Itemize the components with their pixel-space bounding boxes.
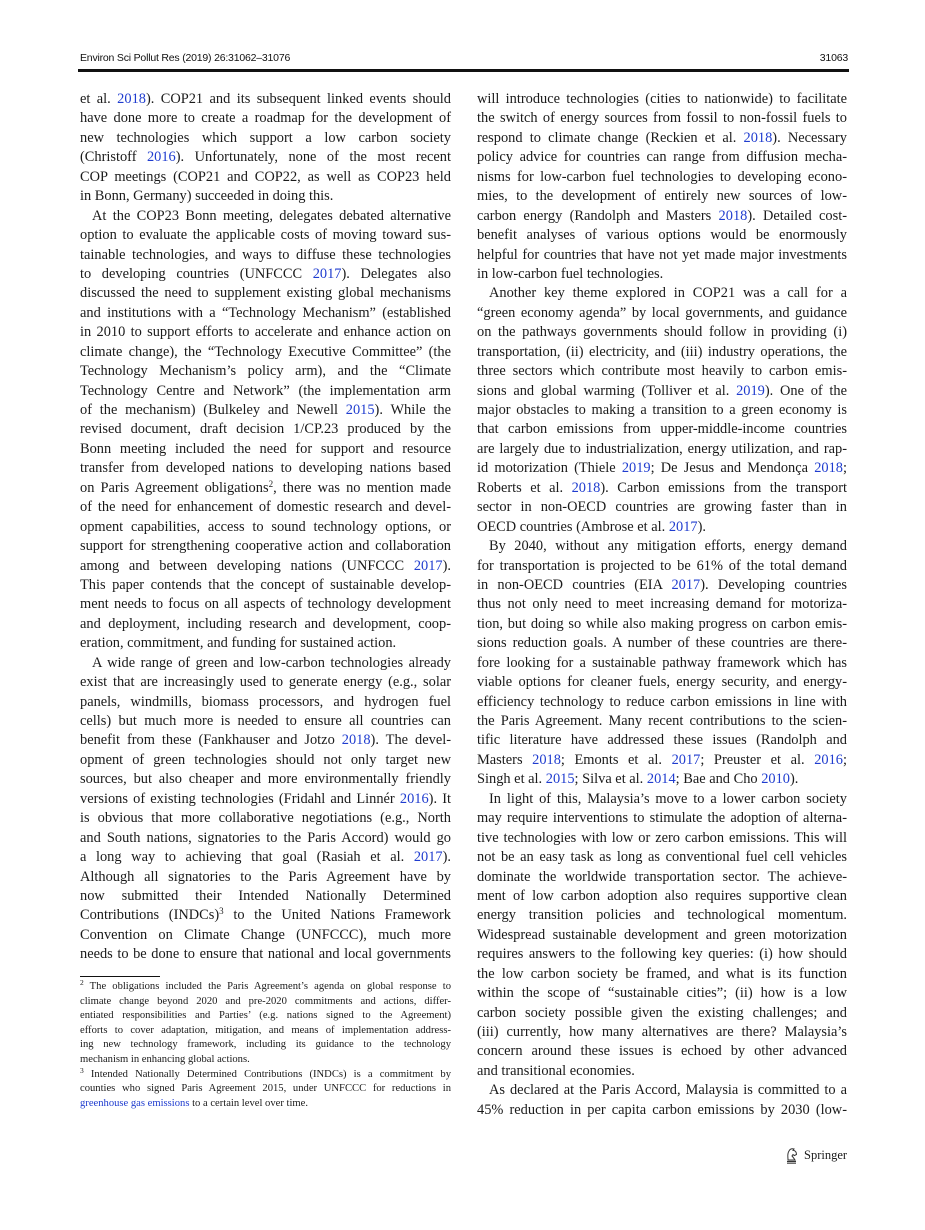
citation-link[interactable]: 2017 (312, 265, 342, 282)
text-line (80, 557, 451, 576)
text-segment: versions of existing technologies (Fridahl and Linnér (80, 790, 400, 807)
text-segment: requires answers to the following key queries: (i) how should (477, 946, 847, 963)
left-column (80, 90, 451, 965)
text-line (477, 868, 847, 887)
citation-link[interactable]: 2017 (671, 576, 701, 593)
text-line (80, 980, 451, 995)
text-line (477, 1023, 847, 1042)
text-line (477, 537, 847, 556)
header-rule (78, 69, 849, 72)
text-segment: in Bonn, Germany) succeeded in doing this. (80, 188, 334, 205)
text-segment: and transitional economies. (477, 1062, 635, 1079)
text-segment: to the United Nations Framework (223, 907, 451, 924)
text-segment: a long way to achieving that goal (Rasiah et al. (80, 849, 414, 866)
text-line (80, 926, 451, 945)
citation-link[interactable]: 2019 (736, 382, 765, 399)
text-line (80, 1024, 451, 1039)
text-line (80, 673, 451, 692)
springer-knight-icon (784, 1147, 800, 1164)
text-segment: carbon society possible given the existing challenges; and (477, 1004, 847, 1021)
text-line (80, 770, 451, 789)
text-line (80, 576, 451, 595)
citation-link[interactable]: 2015 (345, 402, 375, 418)
text-segment: tive technologies with low or zero carbon emissions. This will (477, 829, 847, 846)
text-line (477, 1081, 847, 1100)
citation-link[interactable]: 2016 (399, 790, 429, 807)
text-segment: may require interventions to stimulate the adoption of alterna- (477, 810, 847, 827)
text-line (477, 673, 847, 692)
text-segment: new technologies which support a low carbon society (80, 129, 451, 146)
text-line (80, 1053, 451, 1068)
text-segment: ). Developing countries (700, 576, 848, 593)
text-segment: As declared at the Paris Accord, Malaysia is committed to a (489, 1082, 847, 1099)
text-line (477, 479, 847, 498)
text-line (80, 1082, 451, 1097)
text-segment: 45% reduction in per capita carbon emissions by 2030 (low- (477, 1101, 847, 1118)
text-line (477, 965, 847, 984)
text-segment: Bonn meeting included the need for support and resource (80, 440, 451, 457)
text-line (477, 615, 847, 634)
text-line (80, 848, 451, 867)
text-line (477, 265, 847, 284)
text-segment: sources, but also cheaper and more environmentally friendly (80, 771, 451, 788)
citation-link[interactable]: 2018 (571, 479, 601, 496)
text-segment: is obvious that more collaborative negotiations (e.g., North (80, 810, 451, 827)
text-segment: ). (442, 557, 451, 574)
text-segment: mies, to the development of entirely new sources of low- (477, 188, 847, 205)
text-line (477, 984, 847, 1003)
text-segment: ; De Jesus and Mendonça (650, 460, 815, 477)
text-line (477, 382, 847, 401)
text-line (477, 109, 847, 128)
text-segment: ). COP21 and its subsequent linked events should (145, 91, 451, 107)
text-segment: cells) but much more is needed to ensure all countries can (80, 713, 451, 729)
footnote-separator (80, 976, 160, 977)
text-segment: carbon energy (Randolph and Masters (477, 207, 719, 224)
text-line (80, 343, 451, 362)
text-line (80, 109, 451, 128)
text-segment: ). Detailed cost- (747, 207, 847, 224)
text-segment: entiated responsibilities and Parties’ (e.g. nations signed to the Agreement) (80, 1010, 451, 1022)
right-column (477, 90, 847, 1120)
text-line (477, 576, 847, 595)
text-line (477, 323, 847, 342)
text-segment: transportation, (ii) electricity, and (iii) industry operations, the (477, 343, 847, 360)
text-segment: needs to be done to ensure that national and local governments (80, 946, 451, 963)
text-segment: the switch of energy sources from fossil to non-fossil fuels to (477, 110, 847, 127)
text-segment: ; Emonts et al. (560, 751, 672, 768)
text-line (80, 265, 451, 284)
text-line (477, 129, 847, 148)
text-line (477, 1062, 847, 1081)
text-segment: Although all signatories to the Paris Agreement have by (80, 868, 451, 885)
text-line (80, 595, 451, 614)
text-line (477, 595, 847, 614)
text-segment: Masters (477, 751, 533, 768)
text-segment: and institutions with a “Technology Mechanism” (established (80, 304, 451, 321)
text-segment: By 2040, without any mitigation efforts, energy demand (489, 538, 847, 555)
text-line (477, 557, 847, 576)
text-segment: for transportation is projected to be 61% of the total demand (477, 557, 847, 574)
text-segment: et al. (80, 91, 118, 107)
text-line (477, 284, 847, 303)
text-line (80, 868, 451, 887)
text-line (477, 790, 847, 809)
text-segment: tion, but doing so while also making progress on carbon emis- (477, 615, 847, 632)
text-segment: Roberts et al. (477, 479, 572, 496)
text-line (477, 770, 847, 789)
text-segment: ). (789, 771, 799, 788)
text-segment: A wide range of green and low-carbon technologies already (92, 654, 451, 671)
text-line (477, 518, 847, 537)
text-line (477, 187, 847, 206)
citation-link[interactable]: 2016 (146, 149, 176, 166)
text-line (80, 401, 451, 420)
text-segment: eration, commitment, and funding for sustained action. (80, 635, 397, 652)
text-line (80, 809, 451, 828)
citation-link[interactable]: 2019 (621, 460, 651, 477)
text-line (80, 459, 451, 478)
text-segment: in non-OECD countries (EIA (477, 576, 672, 593)
text-segment: transfer from developed nations to developing nations based (80, 460, 451, 477)
text-line (80, 284, 451, 303)
text-segment: OECD countries (Ambrose et al. (477, 518, 669, 535)
text-line (80, 518, 451, 537)
text-line (477, 848, 847, 867)
text-line (477, 498, 847, 517)
text-segment: now submitted their Intended Nationally Determined (80, 887, 451, 904)
text-segment: Widespread sustainable development and green motorization (477, 926, 847, 943)
text-line (80, 1097, 451, 1112)
text-segment: major obstacles to making a transition to a green economy is (477, 402, 847, 418)
text-segment: ). Necessary (772, 129, 847, 146)
text-segment: Contributions (INDCs) (80, 907, 220, 924)
text-segment: are largely due to industrialization, energy utilization, and rap- (477, 440, 847, 457)
text-segment: In light of this, Malaysia’s move to a lower carbon society (489, 790, 847, 807)
citation-link[interactable]: 2010 (761, 771, 790, 788)
text-segment: ; (843, 460, 847, 477)
text-segment: ; Preuster et al. (700, 751, 815, 768)
text-line (477, 712, 847, 731)
text-segment: climate change), the “Technology Executive Committee” (the (80, 343, 451, 360)
text-segment: The obligations included the Paris Agreement’s agenda on global response to (83, 981, 451, 992)
text-segment: benefit from these (Fankhauser and Jotzo (80, 732, 342, 749)
text-line (80, 906, 451, 925)
citation-link[interactable]: 2017 (413, 849, 443, 866)
text-segment: respond to climate change (Reckien et al. (477, 129, 744, 146)
citation-link[interactable]: 2016 (814, 751, 843, 768)
text-line (80, 537, 451, 556)
text-segment: the low carbon society be framed, and what is its function (477, 965, 847, 982)
text-segment: ). (442, 849, 451, 866)
text-segment: Convention on Climate Change (UNFCCC), much more (80, 926, 451, 943)
text-line (477, 1101, 847, 1120)
text-line (80, 634, 451, 653)
text-segment: counties who signed Paris Agreement 2015, under UNFCCC for reductions in (80, 1083, 451, 1095)
text-line (477, 634, 847, 653)
text-segment: fore looking for a sustainable pathway framework which has (477, 654, 847, 671)
running-header (80, 50, 848, 66)
text-segment: At the COP23 Bonn meeting, delegates debated alternative (92, 207, 451, 224)
text-line (80, 440, 451, 459)
citation-link[interactable]: 2017 (413, 557, 443, 574)
text-segment: will introduce technologies (cities to nationwide) to facilitate (477, 91, 847, 107)
text-line (80, 751, 451, 770)
text-segment: sions reduction goals. A number of these countries are there- (477, 635, 847, 652)
text-line (477, 148, 847, 167)
text-segment: on Paris Agreement obligations (80, 479, 269, 496)
footnote-marker[interactable]: 2 (268, 478, 274, 489)
text-line (80, 226, 451, 245)
text-segment: of the mechanism) (Bulkeley and Newell (80, 402, 346, 418)
citation-link[interactable]: 2018 (718, 207, 748, 224)
text-line (477, 246, 847, 265)
footnotes (80, 980, 451, 1111)
text-segment: viable options for cleaner fuels, energy security, and energy- (477, 674, 847, 691)
citation-link[interactable]: 2017 (671, 751, 701, 768)
text-line (80, 129, 451, 148)
text-segment: the Paris Agreement. Many recent contributions to the scien- (477, 713, 847, 729)
text-line (80, 829, 451, 848)
text-segment: ). Delegates also (341, 265, 452, 282)
text-segment: to developing countries (UNFCCC (80, 265, 313, 282)
text-line (80, 382, 451, 401)
text-segment: ). Unfortunately, none of the most recent (175, 149, 451, 166)
text-line (80, 731, 451, 750)
text-line (80, 654, 451, 673)
text-line (80, 945, 451, 964)
text-line (477, 1042, 847, 1061)
text-line (80, 1009, 451, 1024)
text-segment: ). While the (374, 402, 451, 418)
text-segment: nisms for low-carbon fuel technologies to developing econo- (477, 168, 847, 185)
citation-link[interactable]: 2014 (646, 771, 676, 788)
text-segment: Singh et al. (477, 771, 546, 788)
text-line (477, 1004, 847, 1023)
text-segment: , there was no mention made (273, 479, 451, 496)
text-line (477, 207, 847, 226)
text-segment: ). (697, 518, 707, 535)
hyperlink[interactable]: greenhouse gas emissions (80, 1097, 190, 1109)
text-segment: ). The devel- (370, 732, 451, 749)
text-line (477, 168, 847, 187)
text-line (80, 790, 451, 809)
text-segment: helpful for countries that have not yet made major investments (477, 246, 847, 263)
text-line (477, 751, 847, 770)
citation-link[interactable]: 2018 (532, 751, 561, 768)
footnote-marker[interactable]: 3 (80, 1065, 84, 1075)
text-segment: ). One of the (764, 382, 847, 399)
text-line (80, 420, 451, 439)
text-segment: and South nations, signatories to the Paris Accord) would go (80, 829, 451, 846)
text-line (477, 343, 847, 362)
text-segment: have done more to create a roadmap for the development of (80, 110, 451, 127)
text-segment: opment capabilities, access to sound technology options, or (80, 518, 451, 535)
text-segment: support for strengthening cooperative action and collaboration (80, 538, 451, 555)
text-segment: exist that are increasingly used to generate energy (e.g., solar (80, 674, 451, 691)
text-segment: (Christoff (80, 149, 147, 166)
text-line (477, 926, 847, 945)
text-line (477, 829, 847, 848)
text-line (80, 1038, 451, 1053)
text-line (80, 498, 451, 517)
text-line (80, 207, 451, 226)
citation-link[interactable]: 2017 (668, 518, 698, 535)
text-line (477, 887, 847, 906)
text-line (80, 693, 451, 712)
text-line (80, 148, 451, 167)
citation-link[interactable]: 2018 (117, 91, 146, 107)
journal-citation: Environ Sci Pollut Res (2019) 26:31062–31076 (80, 52, 291, 64)
citation-link[interactable]: 2018 (743, 129, 773, 146)
text-line (477, 401, 847, 420)
text-segment: among and between developing nations (UNFCCC (80, 557, 414, 574)
text-segment: concern around these issues is echoed by other advanced (477, 1043, 847, 1060)
publisher-footer (784, 1146, 847, 1164)
text-segment: sector in non-OECD countries are growing faster than in (477, 499, 847, 516)
text-segment: ment of low carbon adoption also requires supportive clean (477, 887, 847, 904)
text-line (477, 731, 847, 750)
text-segment: in low-carbon fuel technologies. (477, 265, 664, 282)
text-segment: discussed the need to supplement existing global mechanisms (80, 285, 451, 302)
text-segment: efficiency technology to reduce carbon emissions in line with (477, 693, 847, 710)
text-line (80, 362, 451, 381)
text-line (477, 90, 847, 109)
text-line (80, 187, 451, 206)
text-line (80, 246, 451, 265)
publisher-name: Springer (804, 1147, 848, 1162)
text-segment: COP meetings (COP21 and COP22, as well as COP23 held (80, 168, 451, 185)
text-line (80, 615, 451, 634)
text-segment: thus not only need to meet increasing demand for motoriza- (477, 596, 847, 613)
text-segment: within the scope of “sustainable cities”; (ii) how is a low (477, 985, 847, 1002)
text-line (477, 362, 847, 381)
text-line (477, 420, 847, 439)
text-line (80, 1065, 451, 1083)
text-line (477, 945, 847, 964)
text-segment: opment of green technologies should not only target new (80, 751, 451, 768)
citation-link[interactable]: 2015 (545, 771, 575, 788)
text-segment: sions and global warming (Tolliver et al. (477, 382, 737, 399)
text-segment: ment needs to focus on all aspects of technology development (80, 596, 451, 613)
text-segment: Technology Centre and Network” (the implementation arm (80, 382, 451, 399)
text-line (80, 304, 451, 323)
text-line (477, 226, 847, 245)
text-segment: ; (842, 751, 847, 768)
text-segment: efforts to cover adaptation, mitigation, and means of implementation address- (80, 1024, 451, 1036)
text-line (477, 906, 847, 925)
text-line (80, 90, 451, 109)
text-segment: not be an easy task as long as conventional fuel cell vehicles (477, 849, 847, 866)
text-segment: Another key theme explored in COP21 was a call for a (489, 285, 847, 302)
text-line (80, 479, 451, 498)
text-line (80, 168, 451, 187)
text-line (477, 693, 847, 712)
citation-link[interactable]: 2018 (814, 460, 843, 477)
text-segment: id motorization (Thiele (477, 460, 622, 477)
text-segment: of the need for enhancement of domestic research and devel- (80, 499, 451, 516)
text-segment: tainable technologies, and ways to diffuse these technologies (80, 246, 451, 263)
text-segment: three sectors which contribute most heavily to carbon emis- (477, 363, 847, 380)
text-line (477, 654, 847, 673)
text-segment: Technology Mechanism’s policy arm), and the “Climate (80, 363, 451, 380)
text-line (80, 712, 451, 731)
text-segment: ; Bae and Cho (675, 771, 762, 788)
text-segment: ; Silva et al. (574, 771, 647, 788)
text-segment: mechanism in enhancing global actions. (80, 1053, 250, 1065)
text-segment: policy advice for countries can range from diffusion mecha- (477, 149, 847, 166)
text-segment: that carbon emissions from upper-middle-income countries (477, 421, 847, 438)
text-segment: This paper contends that the concept of sustainable develop- (80, 576, 451, 593)
text-segment: climate change beyond 2020 and pre-2020 commitments and actions, differ- (80, 995, 451, 1007)
footnote-marker[interactable]: 3 (219, 906, 224, 917)
text-segment: Intended Nationally Determined Contributions (INDCs) is a commitment by (83, 1068, 451, 1080)
text-line (477, 304, 847, 323)
footnote-marker[interactable]: 2 (80, 978, 84, 987)
text-segment: panels, windmills, biomass processors, and hydrogen fuel (80, 693, 451, 710)
text-line (80, 995, 451, 1010)
text-segment: tific literature have addressed these issues (Randolph and (477, 732, 847, 749)
text-line (477, 440, 847, 459)
text-line (80, 323, 451, 342)
text-segment: option to evaluate the applicable costs of moving toward sus- (80, 227, 451, 244)
text-segment: (iii) currently, how many alternatives are there? Malaysia’s (477, 1024, 847, 1040)
text-segment: revised document, draft decision 1/CP.23 produced by the (80, 421, 451, 438)
text-segment: to a certain level over time. (189, 1097, 308, 1109)
text-line (80, 887, 451, 906)
text-segment: in 2010 to support efforts to accelerate and enhance action on (80, 324, 451, 341)
text-segment: and deployment, including research and development, coop- (80, 615, 451, 632)
text-segment: ). Carbon emissions from the transport (600, 479, 847, 496)
text-segment: ing new technology framework, including its guidance to the technology (80, 1039, 451, 1051)
page-number: 31063 (819, 52, 848, 64)
text-segment: dominate the worldwide transportation sector. The achieve- (477, 868, 847, 885)
text-line (477, 809, 847, 828)
text-segment: on the pathways governments should follow in providing (i) (477, 324, 847, 341)
text-segment: benefit analyses of various options would be enormously (477, 227, 847, 244)
citation-link[interactable]: 2018 (341, 732, 371, 749)
text-line (477, 459, 847, 478)
text-segment: ). It (428, 790, 451, 807)
text-segment: “green economy agenda” by local governments, and guidance (477, 304, 847, 321)
text-segment: energy transition policies and technological momentum. (477, 907, 847, 924)
